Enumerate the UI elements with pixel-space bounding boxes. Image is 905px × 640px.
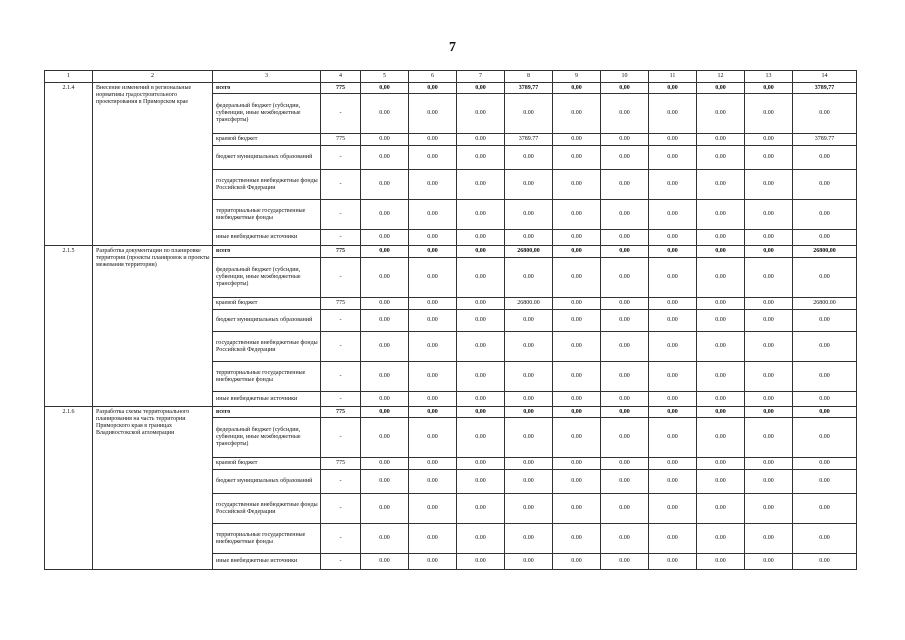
- amount-cell: 0,00: [697, 407, 745, 418]
- amount-cell: 0.00: [793, 362, 857, 392]
- amount-cell: 0.00: [745, 134, 793, 146]
- amount-cell: 0.00: [457, 146, 505, 170]
- amount-cell: 0.00: [649, 392, 697, 407]
- admin-code: -: [321, 392, 361, 407]
- amount-cell: 0.00: [745, 258, 793, 298]
- admin-code: 775: [321, 246, 361, 258]
- amount-cell: 0.00: [457, 170, 505, 200]
- amount-cell: 0.00: [745, 200, 793, 230]
- amount-cell: 0.00: [457, 310, 505, 332]
- amount-cell: 0.00: [793, 332, 857, 362]
- amount-cell: 0.00: [697, 258, 745, 298]
- amount-cell: 0.00: [409, 554, 457, 570]
- item-name: Разработка схемы территориального планирования на часть территории Приморского края в границах Владивостокской агломерации: [93, 407, 213, 570]
- admin-code: 775: [321, 298, 361, 310]
- admin-code: -: [321, 362, 361, 392]
- page-number: 7: [449, 40, 456, 55]
- amount-cell: 0.00: [697, 554, 745, 570]
- amount-cell: 0.00: [697, 418, 745, 458]
- item-name: Внесение изменений в региональные нормативы градостроительного проектирования в Приморском крае: [93, 83, 213, 246]
- amount-cell: 0.00: [793, 170, 857, 200]
- amount-cell: 0,00: [745, 407, 793, 418]
- amount-cell: 0.00: [409, 458, 457, 470]
- amount-cell: 0.00: [793, 418, 857, 458]
- admin-code: -: [321, 258, 361, 298]
- amount-cell: 0.00: [457, 554, 505, 570]
- amount-cell: 0.00: [361, 458, 409, 470]
- amount-cell: 0.00: [457, 332, 505, 362]
- column-header: 14: [793, 71, 857, 83]
- admin-code: -: [321, 494, 361, 524]
- amount-cell: 0.00: [361, 146, 409, 170]
- amount-cell: 0.00: [457, 470, 505, 494]
- amount-cell: 0.00: [745, 470, 793, 494]
- amount-cell: 0.00: [745, 494, 793, 524]
- amount-cell: 0.00: [361, 170, 409, 200]
- amount-cell: 0.00: [697, 362, 745, 392]
- amount-cell: 0,00: [409, 246, 457, 258]
- column-header: 2: [93, 71, 213, 83]
- funding-source: федеральный бюджет (субсидии, субвенции, иные межбюджетные трансферты): [213, 418, 321, 458]
- amount-cell: 0.00: [601, 94, 649, 134]
- amount-cell: 0.00: [505, 524, 553, 554]
- amount-cell: 0.00: [457, 298, 505, 310]
- admin-code: 775: [321, 407, 361, 418]
- amount-cell: 0.00: [601, 258, 649, 298]
- amount-cell: 0.00: [361, 470, 409, 494]
- amount-cell: 0.00: [697, 392, 745, 407]
- amount-cell: 0.00: [601, 230, 649, 246]
- amount-cell: 0.00: [745, 230, 793, 246]
- table-row: [45, 246, 857, 258]
- amount-cell: 26800.00: [505, 298, 553, 310]
- amount-cell: 0.00: [505, 470, 553, 494]
- amount-cell: 0.00: [601, 146, 649, 170]
- amount-cell: 26800,00: [793, 246, 857, 258]
- amount-cell: 0.00: [505, 310, 553, 332]
- amount-cell: 0.00: [745, 362, 793, 392]
- amount-cell: 0.00: [361, 298, 409, 310]
- amount-cell: 0.00: [697, 134, 745, 146]
- amount-cell: 0,00: [745, 246, 793, 258]
- amount-cell: 0.00: [649, 200, 697, 230]
- amount-cell: 0.00: [601, 170, 649, 200]
- amount-cell: 0.00: [457, 230, 505, 246]
- amount-cell: 0.00: [697, 470, 745, 494]
- amount-cell: 0.00: [457, 258, 505, 298]
- amount-cell: 0.00: [793, 470, 857, 494]
- amount-cell: 0.00: [793, 554, 857, 570]
- amount-cell: 0.00: [457, 200, 505, 230]
- amount-cell: 0.00: [601, 362, 649, 392]
- funding-source: территориальные государственные внебюджетные фонды: [213, 524, 321, 554]
- amount-cell: 0.00: [697, 200, 745, 230]
- funding-source: государственные внебюджетные фонды Российской Федерации: [213, 170, 321, 200]
- amount-cell: 0.00: [553, 470, 601, 494]
- amount-cell: 0.00: [457, 392, 505, 407]
- amount-cell: 0.00: [361, 230, 409, 246]
- amount-cell: 0.00: [793, 524, 857, 554]
- amount-cell: 0,00: [649, 407, 697, 418]
- amount-cell: 0.00: [361, 494, 409, 524]
- admin-code: 775: [321, 458, 361, 470]
- amount-cell: 0.00: [793, 230, 857, 246]
- amount-cell: 3789.77: [505, 134, 553, 146]
- amount-cell: 0,00: [553, 246, 601, 258]
- amount-cell: 0.00: [745, 524, 793, 554]
- amount-cell: 0.00: [361, 258, 409, 298]
- amount-cell: 0,00: [409, 83, 457, 94]
- admin-code: -: [321, 170, 361, 200]
- amount-cell: 0.00: [649, 146, 697, 170]
- amount-cell: 0.00: [697, 332, 745, 362]
- amount-cell: 0.00: [457, 94, 505, 134]
- amount-cell: 0.00: [361, 332, 409, 362]
- amount-cell: 0.00: [649, 170, 697, 200]
- amount-cell: 0.00: [457, 418, 505, 458]
- amount-cell: 0,00: [457, 407, 505, 418]
- budget-table: [44, 70, 857, 570]
- funding-source: государственные внебюджетные фонды Российской Федерации: [213, 332, 321, 362]
- amount-cell: 0.00: [505, 418, 553, 458]
- funding-source: иные внебюджетные источники: [213, 230, 321, 246]
- amount-cell: 0.00: [553, 332, 601, 362]
- table-body: [45, 71, 857, 570]
- amount-cell: 0.00: [649, 332, 697, 362]
- admin-code: -: [321, 418, 361, 458]
- amount-cell: 0.00: [793, 310, 857, 332]
- amount-cell: 0.00: [793, 200, 857, 230]
- admin-code: 775: [321, 83, 361, 94]
- amount-cell: 0.00: [601, 134, 649, 146]
- column-header: 6: [409, 71, 457, 83]
- amount-cell: 0.00: [409, 134, 457, 146]
- funding-source: бюджет муниципальных образований: [213, 310, 321, 332]
- amount-cell: 0.00: [361, 94, 409, 134]
- item-number: 2.1.4: [45, 83, 93, 246]
- amount-cell: 0.00: [601, 470, 649, 494]
- amount-cell: 0.00: [409, 258, 457, 298]
- amount-cell: 0.00: [505, 200, 553, 230]
- amount-cell: 0.00: [793, 494, 857, 524]
- funding-source: всего: [213, 83, 321, 94]
- amount-cell: 0.00: [745, 332, 793, 362]
- column-header: 10: [601, 71, 649, 83]
- amount-cell: 0.00: [361, 418, 409, 458]
- amount-cell: 0.00: [457, 458, 505, 470]
- admin-code: -: [321, 524, 361, 554]
- amount-cell: 0.00: [649, 230, 697, 246]
- amount-cell: 0.00: [601, 418, 649, 458]
- amount-cell: 0.00: [793, 458, 857, 470]
- funding-source: федеральный бюджет (субсидии, субвенции, иные межбюджетные трансферты): [213, 94, 321, 134]
- column-header: 4: [321, 71, 361, 83]
- amount-cell: 0.00: [409, 494, 457, 524]
- amount-cell: 0.00: [553, 362, 601, 392]
- amount-cell: 0.00: [697, 458, 745, 470]
- amount-cell: 0.00: [409, 332, 457, 362]
- amount-cell: 0.00: [649, 94, 697, 134]
- amount-cell: 0.00: [697, 494, 745, 524]
- amount-cell: 0,00: [553, 407, 601, 418]
- amount-cell: 0.00: [505, 94, 553, 134]
- column-header: 12: [697, 71, 745, 83]
- admin-code: -: [321, 146, 361, 170]
- column-header: 3: [213, 71, 321, 83]
- amount-cell: 0.00: [553, 298, 601, 310]
- amount-cell: 0.00: [361, 310, 409, 332]
- amount-cell: 0.00: [505, 392, 553, 407]
- amount-cell: 0.00: [601, 392, 649, 407]
- amount-cell: 0.00: [649, 524, 697, 554]
- amount-cell: 3789.77: [793, 134, 857, 146]
- item-number: 2.1.6: [45, 407, 93, 570]
- amount-cell: 0.00: [697, 298, 745, 310]
- amount-cell: 0,00: [601, 407, 649, 418]
- amount-cell: 26800,00: [505, 246, 553, 258]
- table-row: [45, 83, 857, 94]
- amount-cell: 0.00: [409, 170, 457, 200]
- amount-cell: 0.00: [505, 230, 553, 246]
- amount-cell: 0.00: [457, 494, 505, 524]
- amount-cell: 0.00: [697, 170, 745, 200]
- amount-cell: 0.00: [553, 392, 601, 407]
- amount-cell: 0.00: [601, 332, 649, 362]
- column-header: 9: [553, 71, 601, 83]
- admin-code: -: [321, 470, 361, 494]
- amount-cell: 0.00: [409, 418, 457, 458]
- amount-cell: 0.00: [553, 146, 601, 170]
- funding-source: всего: [213, 407, 321, 418]
- amount-cell: 0.00: [361, 134, 409, 146]
- amount-cell: 0.00: [409, 200, 457, 230]
- amount-cell: 26800.00: [793, 298, 857, 310]
- amount-cell: 0.00: [793, 146, 857, 170]
- amount-cell: 0.00: [745, 298, 793, 310]
- amount-cell: 0.00: [745, 458, 793, 470]
- admin-code: -: [321, 230, 361, 246]
- admin-code: -: [321, 200, 361, 230]
- amount-cell: 0.00: [601, 310, 649, 332]
- amount-cell: 0.00: [601, 524, 649, 554]
- amount-cell: 0,00: [409, 407, 457, 418]
- amount-cell: 0.00: [505, 362, 553, 392]
- amount-cell: 0.00: [745, 146, 793, 170]
- amount-cell: 0,00: [505, 407, 553, 418]
- amount-cell: 0.00: [361, 524, 409, 554]
- amount-cell: 0.00: [505, 170, 553, 200]
- amount-cell: 0.00: [505, 258, 553, 298]
- amount-cell: 0.00: [409, 146, 457, 170]
- column-header-row: [45, 71, 857, 83]
- funding-source: бюджет муниципальных образований: [213, 470, 321, 494]
- amount-cell: 0,00: [601, 246, 649, 258]
- item-name: Разработка документации по планировке территории (проекты планировок и проекты межевания территории): [93, 246, 213, 407]
- column-header: 13: [745, 71, 793, 83]
- admin-code: -: [321, 94, 361, 134]
- amount-cell: 0.00: [745, 170, 793, 200]
- amount-cell: 0.00: [649, 458, 697, 470]
- amount-cell: 0.00: [553, 458, 601, 470]
- column-header: 8: [505, 71, 553, 83]
- amount-cell: 0,00: [361, 246, 409, 258]
- amount-cell: 0,00: [601, 83, 649, 94]
- table-row: [45, 407, 857, 418]
- funding-source: государственные внебюджетные фонды Российской Федерации: [213, 494, 321, 524]
- amount-cell: 3789,77: [505, 83, 553, 94]
- amount-cell: 0,00: [649, 83, 697, 94]
- amount-cell: 0.00: [409, 524, 457, 554]
- funding-source: иные внебюджетные источники: [213, 392, 321, 407]
- amount-cell: 3789,77: [793, 83, 857, 94]
- amount-cell: 0.00: [409, 392, 457, 407]
- amount-cell: 0,00: [361, 407, 409, 418]
- funding-source: иные внебюджетные источники: [213, 554, 321, 570]
- amount-cell: 0.00: [601, 298, 649, 310]
- amount-cell: 0.00: [601, 200, 649, 230]
- amount-cell: 0.00: [505, 332, 553, 362]
- amount-cell: 0.00: [457, 134, 505, 146]
- column-header: 7: [457, 71, 505, 83]
- amount-cell: 0.00: [601, 458, 649, 470]
- amount-cell: 0.00: [361, 200, 409, 230]
- amount-cell: 0.00: [553, 200, 601, 230]
- amount-cell: 0,00: [745, 83, 793, 94]
- amount-cell: 0.00: [409, 298, 457, 310]
- funding-source: краевой бюджет: [213, 458, 321, 470]
- amount-cell: 0.00: [697, 310, 745, 332]
- amount-cell: 0.00: [553, 554, 601, 570]
- amount-cell: 0.00: [553, 170, 601, 200]
- amount-cell: 0.00: [457, 524, 505, 554]
- amount-cell: 0.00: [649, 362, 697, 392]
- amount-cell: 0.00: [409, 470, 457, 494]
- column-header: 1: [45, 71, 93, 83]
- funding-source: федеральный бюджет (субсидии, субвенции, иные межбюджетные трансферты): [213, 258, 321, 298]
- amount-cell: 0.00: [409, 230, 457, 246]
- amount-cell: 0.00: [601, 494, 649, 524]
- amount-cell: 0.00: [553, 258, 601, 298]
- funding-source: территориальные государственные внебюджетные фонды: [213, 362, 321, 392]
- amount-cell: 0.00: [649, 258, 697, 298]
- amount-cell: 0.00: [553, 310, 601, 332]
- amount-cell: 0.00: [553, 418, 601, 458]
- admin-code: -: [321, 310, 361, 332]
- amount-cell: 0.00: [793, 94, 857, 134]
- amount-cell: 0.00: [409, 310, 457, 332]
- funding-source: всего: [213, 246, 321, 258]
- amount-cell: 0.00: [649, 298, 697, 310]
- amount-cell: 0.00: [505, 458, 553, 470]
- amount-cell: 0.00: [361, 554, 409, 570]
- funding-source: территориальные государственные внебюджетные фонды: [213, 200, 321, 230]
- amount-cell: 0.00: [505, 494, 553, 524]
- amount-cell: 0.00: [793, 392, 857, 407]
- amount-cell: 0.00: [793, 258, 857, 298]
- admin-code: -: [321, 554, 361, 570]
- admin-code: -: [321, 332, 361, 362]
- amount-cell: 0.00: [697, 94, 745, 134]
- column-header: 11: [649, 71, 697, 83]
- amount-cell: 0.00: [505, 146, 553, 170]
- amount-cell: 0.00: [697, 524, 745, 554]
- amount-cell: 0.00: [553, 230, 601, 246]
- amount-cell: 0.00: [649, 470, 697, 494]
- amount-cell: 0.00: [649, 310, 697, 332]
- amount-cell: 0.00: [553, 94, 601, 134]
- amount-cell: 0.00: [553, 524, 601, 554]
- amount-cell: 0.00: [553, 494, 601, 524]
- admin-code: 775: [321, 134, 361, 146]
- amount-cell: 0,00: [361, 83, 409, 94]
- amount-cell: 0.00: [649, 134, 697, 146]
- item-number: 2.1.5: [45, 246, 93, 407]
- amount-cell: 0.00: [649, 554, 697, 570]
- amount-cell: 0.00: [361, 392, 409, 407]
- funding-source: бюджет муниципальных образований: [213, 146, 321, 170]
- funding-source: краевой бюджет: [213, 298, 321, 310]
- amount-cell: 0.00: [697, 230, 745, 246]
- amount-cell: 0,00: [553, 83, 601, 94]
- amount-cell: 0,00: [697, 83, 745, 94]
- amount-cell: 0.00: [745, 392, 793, 407]
- amount-cell: 0.00: [409, 362, 457, 392]
- amount-cell: 0,00: [649, 246, 697, 258]
- column-header: 5: [361, 71, 409, 83]
- amount-cell: 0.00: [745, 94, 793, 134]
- amount-cell: 0,00: [457, 246, 505, 258]
- amount-cell: 0.00: [745, 310, 793, 332]
- amount-cell: 0.00: [361, 362, 409, 392]
- amount-cell: 0.00: [457, 362, 505, 392]
- amount-cell: 0.00: [649, 418, 697, 458]
- amount-cell: 0.00: [601, 554, 649, 570]
- amount-cell: 0,00: [457, 83, 505, 94]
- funding-source: краевой бюджет: [213, 134, 321, 146]
- amount-cell: 0,00: [793, 407, 857, 418]
- amount-cell: 0.00: [745, 554, 793, 570]
- amount-cell: 0.00: [697, 146, 745, 170]
- amount-cell: 0,00: [697, 246, 745, 258]
- amount-cell: 0.00: [553, 134, 601, 146]
- amount-cell: 0.00: [505, 554, 553, 570]
- amount-cell: 0.00: [409, 94, 457, 134]
- amount-cell: 0.00: [745, 418, 793, 458]
- amount-cell: 0.00: [649, 494, 697, 524]
